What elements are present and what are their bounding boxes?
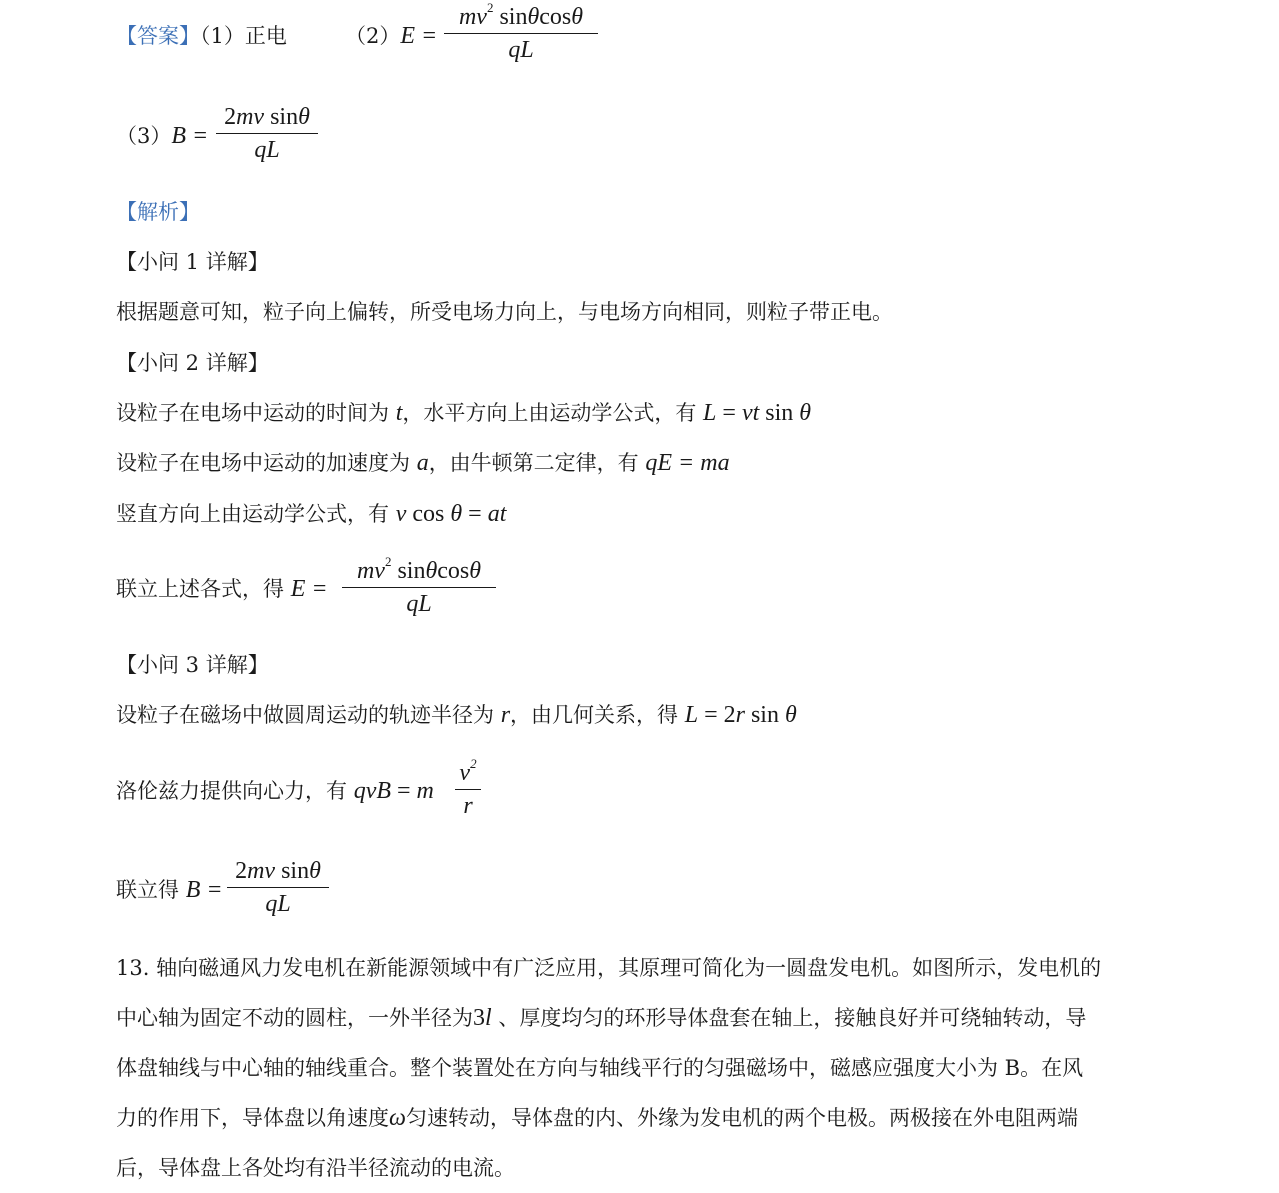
fraction-numerator: 2mv sinθ xyxy=(235,858,321,884)
analysis-tag: 【解析】 xyxy=(116,200,200,224)
fraction-bar xyxy=(342,587,496,588)
q2-E-fraction xyxy=(342,554,496,618)
answer-E-lhs: E = xyxy=(400,23,438,49)
fraction-denominator: qL xyxy=(254,137,280,163)
fraction-denominator: qL xyxy=(265,891,291,917)
answer-line-3: （3）B = xyxy=(116,123,209,149)
fraction-bar xyxy=(444,33,598,34)
answer-part-2-label: （2）E = xyxy=(345,23,438,49)
problem-13-line-5: 后，导体盘上各处均有沿半径流动的电流。 xyxy=(116,1156,515,1180)
q2-line-4: 联立上述各式，得 E = xyxy=(116,576,328,602)
answer-part-1: （1）正电 xyxy=(200,24,287,48)
answer-B-fraction xyxy=(216,104,318,164)
fraction-numerator: $mv^2$ sinθcosθ xyxy=(356,554,482,584)
fraction-bar xyxy=(455,789,481,790)
fraction-numerator: $v^2$ xyxy=(459,756,477,786)
q3-v2-over-r-fraction xyxy=(455,756,481,820)
problem-13-line-3: 体盘轴线与中心轴的轴线重合。整个装置处在方向与轴线平行的匀强磁场中，磁感应强度大小为 B。在风 xyxy=(116,1056,1084,1080)
fraction-denominator: qL xyxy=(508,37,534,63)
q3-line-1: 设粒子在磁场中做圆周运动的轨迹半径为 r，由几何关系，得 L = 2r sin θ xyxy=(116,702,797,728)
q2-line-2: 设粒子在电场中运动的加速度为 a，由牛顿第二定律，有 qE = ma xyxy=(116,450,730,476)
answer-B-lhs: B = xyxy=(171,123,209,149)
q1-heading: 【小问 1 详解】 xyxy=(116,250,269,274)
fraction-numerator: $mv^2$ sinθcosθ xyxy=(458,0,584,30)
q3-heading: 【小问 3 详解】 xyxy=(116,653,269,677)
fraction-denominator: qL xyxy=(406,591,432,617)
fraction-denominator: r xyxy=(463,793,473,819)
problem-13-line-2: 中心轴为固定不动的圆柱，一外半径为3l 、厚度均匀的环形导体盘套在轴上，接触良好并可绕轴转动，导 xyxy=(116,1005,1087,1031)
q1-text: 根据题意可知，粒子向上偏转，所受电场力向上，与电场方向相同，则粒子带正电。 xyxy=(116,300,893,324)
problem-13-line-1: 13. 轴向磁通风力发电机在新能源领域中有广泛应用，其原理可简化为一圆盘发电机。如图所示，发电机的 xyxy=(116,956,1102,980)
answer-line-1 xyxy=(116,22,287,50)
answer-E-fraction xyxy=(444,0,598,64)
q2-line-3: 竖直方向上由运动学公式，有 v cos θ = at xyxy=(116,501,507,527)
q3-line-3: 联立得 B = xyxy=(116,877,223,903)
q2-line-1: 设粒子在电场中运动的时间为 t，水平方向上由运动学公式，有 L = vt sin θ xyxy=(116,400,812,426)
fraction-bar xyxy=(227,887,329,888)
fraction-bar xyxy=(216,133,318,134)
problem-13-line-4: 力的作用下，导体盘以角速度ω匀速转动，导体盘的内、外缘为发电机的两个电极。两极接在外电阻两端 xyxy=(116,1105,1078,1131)
fraction-numerator: 2mv sinθ xyxy=(224,104,310,130)
problem-13 xyxy=(116,943,1166,1193)
q3-B-fraction xyxy=(227,858,329,918)
answer-tag: 【答案】 xyxy=(116,24,200,48)
q3-line-2: 洛伦兹力提供向心力，有 qvB = m xyxy=(116,778,434,804)
q2-heading: 【小问 2 详解】 xyxy=(116,351,269,375)
